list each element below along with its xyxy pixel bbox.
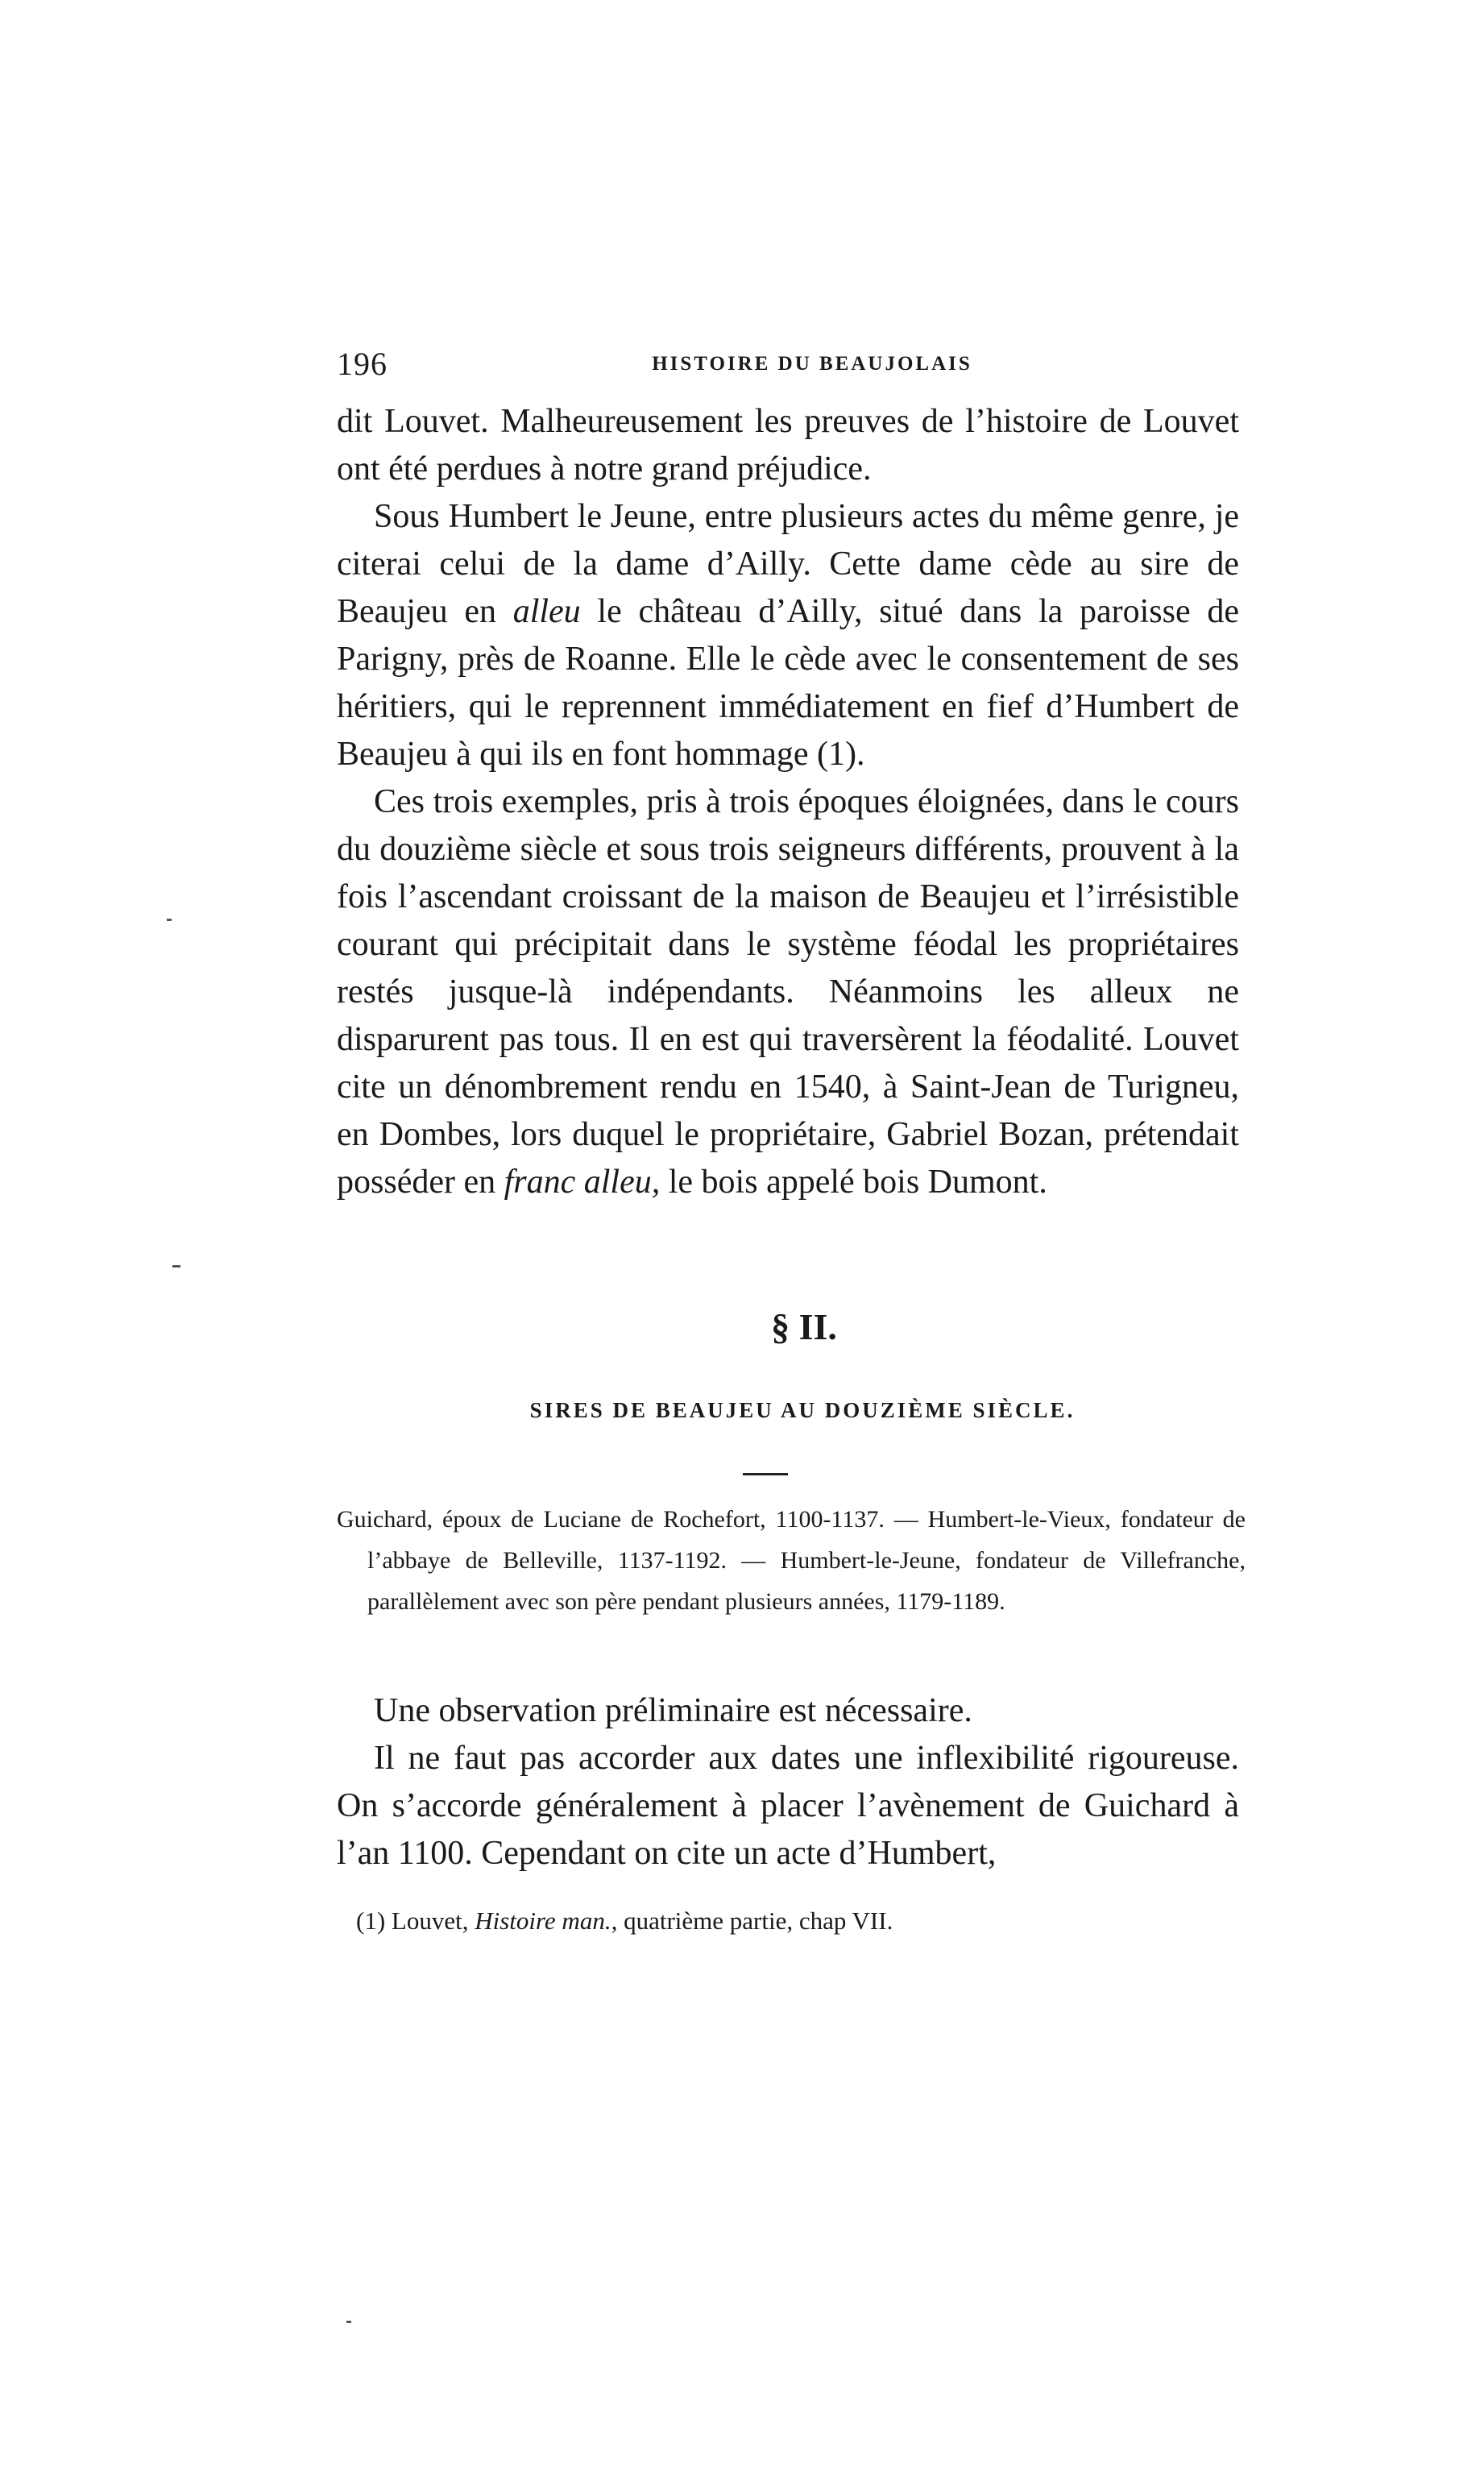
section-heading: § II.	[771, 1306, 837, 1347]
paragraph-text: dit Louvet. Malheureusement les preuves de l’histoire de Louvet ont été perdues à notre grand préjudice.	[337, 403, 1239, 488]
section-title: SIRES DE BEAUJEU AU DOUZIÈME SIÈCLE.	[529, 1398, 1076, 1422]
paragraph-text: le château d’Ailly, situé dans la paroisse de Parigny, près de Roanne. Elle le cède avec le consentement de ses héritiers, qui le reprennent immédiatement en fief d’Humbert de Beaujeu à qui ils en font hommage (1).	[337, 593, 1239, 773]
margin-speck	[346, 2321, 351, 2323]
running-title: HISTOIRE DU BEAUJOLAIS	[652, 353, 972, 375]
body-text	[337, 398, 1239, 1206]
paragraph	[337, 1687, 1239, 1735]
section-summary: Guichard, époux de Luciane de Rochefort, 1100-1137. — Humbert-le-Vieux, fondateur de l’abbaye de Belleville, 1137-1192. — Humbert-le-Jeune, fondateur de Villefranche, parallèlement avec son père pendant plusieurs années, 1179-1189.	[337, 1506, 1246, 1615]
paragraph-text: Sous Humbert le Jeune, entre plusieurs actes du même genre, je citerai celui de la dame d’Ailly. Cette dame cède au sire de Beaujeu en	[337, 498, 1239, 630]
body-text-continued	[337, 1687, 1239, 1878]
footnote-title: Histoire man.,	[475, 1907, 618, 1935]
paragraph-text: Il ne faut pas accorder aux dates une inflexibilité rigoureuse. On s’accorde généralement à placer l’avènement de Guichard à l’an 1100. Cependant on cite un acte d’Humbert,	[337, 1740, 1239, 1872]
page-number: 196	[337, 346, 388, 382]
paragraph-text: Ces trois exemples, pris à trois époques éloignées, dans le cours du douzième siècle et sous trois seigneurs différents, prouvent à la fois l’ascendant croissant de la maison de Beaujeu et l’irrésistible courant qui précipitait dans le système féodal les propriétaires restés jusque-là indépendants. Néanmoins les alleux ne disparurent pas tous. Il en est qui traversèrent la féodalité. Louvet cite un dénombrement rendu en 1540, à Saint-Jean de Turigneu, en Dombes, lors duquel le propriétaire, Gabriel Bozan, prétendait posséder en	[337, 783, 1239, 1201]
section-divider	[743, 1473, 788, 1475]
footnote-author: Louvet,	[391, 1907, 469, 1935]
paragraph-text: Une observation préliminaire est nécessaire.	[374, 1692, 972, 1729]
footnote	[356, 1905, 1234, 1937]
margin-speck	[167, 919, 172, 921]
paragraph	[337, 493, 1239, 778]
footnote-marker: (1)	[356, 1907, 386, 1935]
footnote-rest: quatrième partie, chap VII.	[624, 1907, 893, 1935]
italic-text: alleu	[512, 593, 581, 630]
paragraph	[337, 778, 1239, 1206]
page-header	[337, 345, 1239, 393]
italic-text: franc alleu,	[504, 1164, 661, 1201]
paragraph	[337, 1735, 1239, 1878]
margin-speck	[172, 1265, 180, 1268]
paragraph	[337, 398, 1239, 493]
paragraph-text: le bois appelé bois Dumont.	[660, 1164, 1047, 1201]
